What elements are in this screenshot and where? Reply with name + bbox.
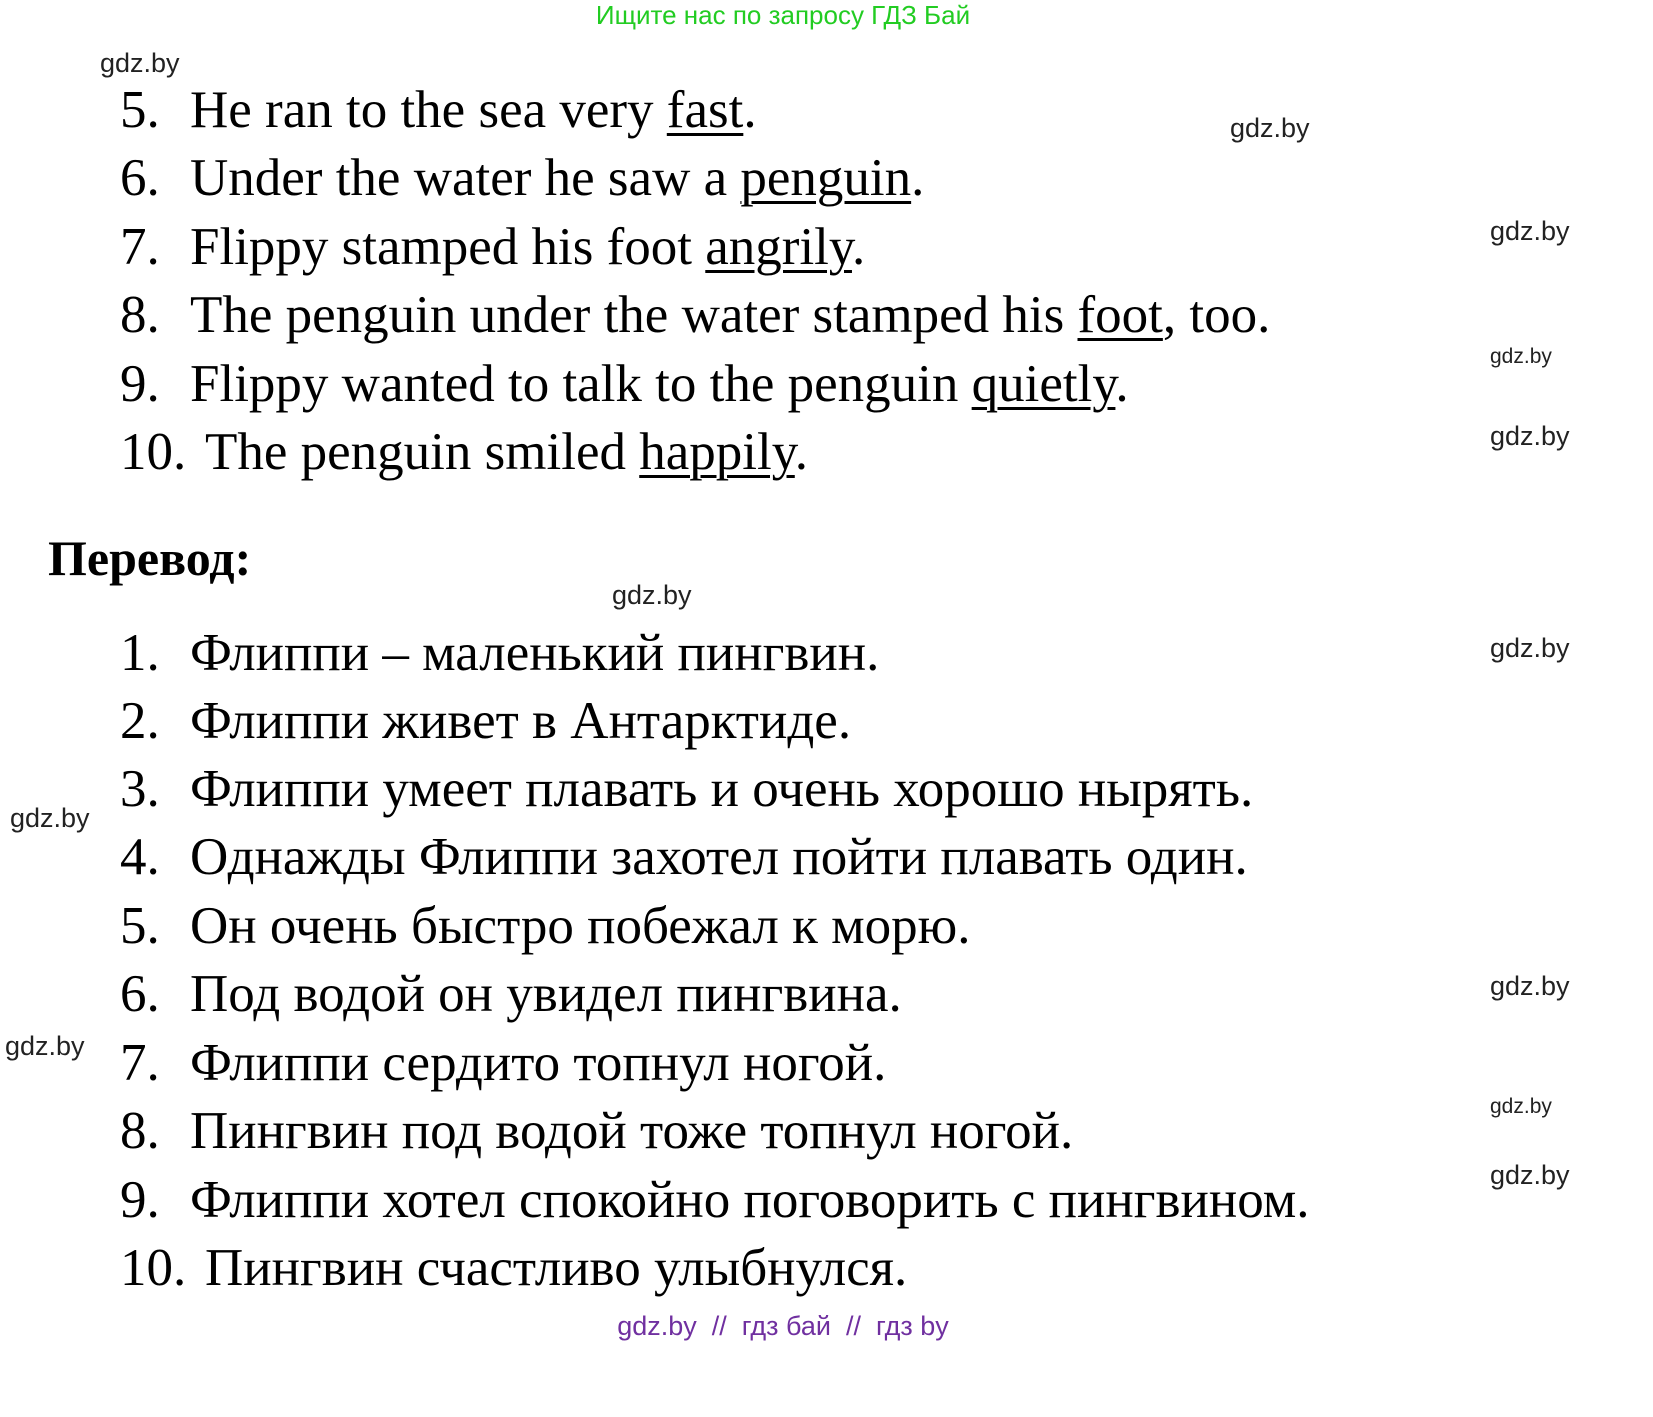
sentence-text: Under the water he saw a xyxy=(190,149,741,207)
watermark: gdz.by xyxy=(612,580,692,610)
underlined-word: angrily xyxy=(705,218,852,276)
item-number: 7. xyxy=(120,218,160,276)
item-number: 4. xyxy=(120,828,160,886)
sentence-text: . xyxy=(911,149,925,207)
underlined-word: quietly xyxy=(971,355,1116,413)
english-sentence xyxy=(120,150,924,206)
sentence-text: Flippy wanted to talk to the penguin xyxy=(190,355,972,413)
translation-sentence xyxy=(120,1035,886,1091)
sentence-text: . xyxy=(851,218,866,276)
sentence-text: Под водой он увидел пингвина. xyxy=(190,965,902,1023)
item-number: 6. xyxy=(120,965,160,1023)
english-sentence xyxy=(120,287,1270,343)
item-number: 9. xyxy=(120,355,160,413)
watermark: gdz.by xyxy=(1490,971,1570,1001)
item-number: 10. xyxy=(120,423,187,481)
sentence-text: Он очень быстро побежал к морю. xyxy=(190,897,971,955)
watermark: gdz.by xyxy=(1490,345,1552,368)
sentence-text: Флиппи – маленький пингвин. xyxy=(190,624,880,682)
sentence-text: Flippy stamped his foot xyxy=(190,218,706,276)
sentence-text: Флиппи сердито топнул ногой. xyxy=(190,1034,887,1092)
sentence-text: The penguin under the water stamped his xyxy=(190,286,1078,344)
translation-sentence xyxy=(120,693,851,749)
item-number: 3. xyxy=(120,760,160,818)
watermark: gdz.by xyxy=(1490,633,1570,663)
item-number: 6. xyxy=(120,149,160,207)
english-sentence xyxy=(120,219,865,275)
sentence-text: Флиппи умеет плавать и очень хорошо нырять. xyxy=(190,760,1254,818)
watermark: gdz.by xyxy=(1490,421,1570,451)
sentence-text: Однажды Флиппи захотел пойти плавать один. xyxy=(190,828,1248,886)
translation-sentence xyxy=(120,1172,1310,1228)
footer-watermark: gdz.by // гдз бай // гдз by xyxy=(617,1311,949,1341)
search-hint-banner: Ищите нас по запросу ГДЗ Бай xyxy=(595,0,971,30)
sentence-text: Пингвин счастливо улыбнулся. xyxy=(205,1239,908,1297)
item-number: 7. xyxy=(120,1034,160,1092)
english-sentence xyxy=(120,82,757,138)
item-number: 2. xyxy=(120,692,160,750)
underlined-word: foot xyxy=(1077,286,1163,344)
sentence-text: Флиппи хотел спокойно поговорить с пингвином. xyxy=(190,1171,1310,1229)
sentence-text: . xyxy=(1115,355,1129,413)
translation-sentence xyxy=(120,1240,907,1296)
sentence-text: , too. xyxy=(1162,286,1271,344)
translation-sentence xyxy=(120,761,1253,817)
watermark: gdz.by xyxy=(5,1031,85,1061)
sentence-text: He ran to the sea very xyxy=(190,81,667,139)
item-number: 9. xyxy=(120,1171,160,1229)
watermark: gdz.by xyxy=(1490,1095,1552,1118)
watermark: gdz.by xyxy=(10,803,90,833)
item-number: 8. xyxy=(120,286,160,344)
english-sentence xyxy=(120,424,808,480)
translation-sentence xyxy=(120,1103,1073,1159)
watermark: gdz.by xyxy=(1490,1160,1570,1190)
sentence-text: . xyxy=(743,81,757,139)
sentence-text: The penguin smiled xyxy=(205,423,640,481)
item-number: 5. xyxy=(120,81,160,139)
translation-sentence xyxy=(120,898,970,954)
underlined-word: fast xyxy=(666,81,744,139)
item-number: 10. xyxy=(120,1239,187,1297)
translation-heading: Перевод: xyxy=(48,530,252,586)
underlined-word: happily xyxy=(639,423,795,481)
underlined-word: penguin xyxy=(740,149,912,207)
translation-sentence xyxy=(120,625,879,681)
item-number: 5. xyxy=(120,897,160,955)
sentence-text: Флиппи живет в Антарктиде. xyxy=(190,692,852,750)
watermark: gdz.by xyxy=(100,48,180,78)
sentence-text: Пингвин под водой тоже топнул ногой. xyxy=(190,1102,1074,1160)
translation-sentence xyxy=(120,966,902,1022)
english-sentence xyxy=(120,356,1129,412)
watermark: gdz.by xyxy=(1490,216,1570,246)
sentence-text: . xyxy=(794,423,809,481)
translation-sentence xyxy=(120,829,1248,885)
watermark: gdz.by xyxy=(1230,113,1310,143)
item-number: 8. xyxy=(120,1102,160,1160)
item-number: 1. xyxy=(120,624,160,682)
